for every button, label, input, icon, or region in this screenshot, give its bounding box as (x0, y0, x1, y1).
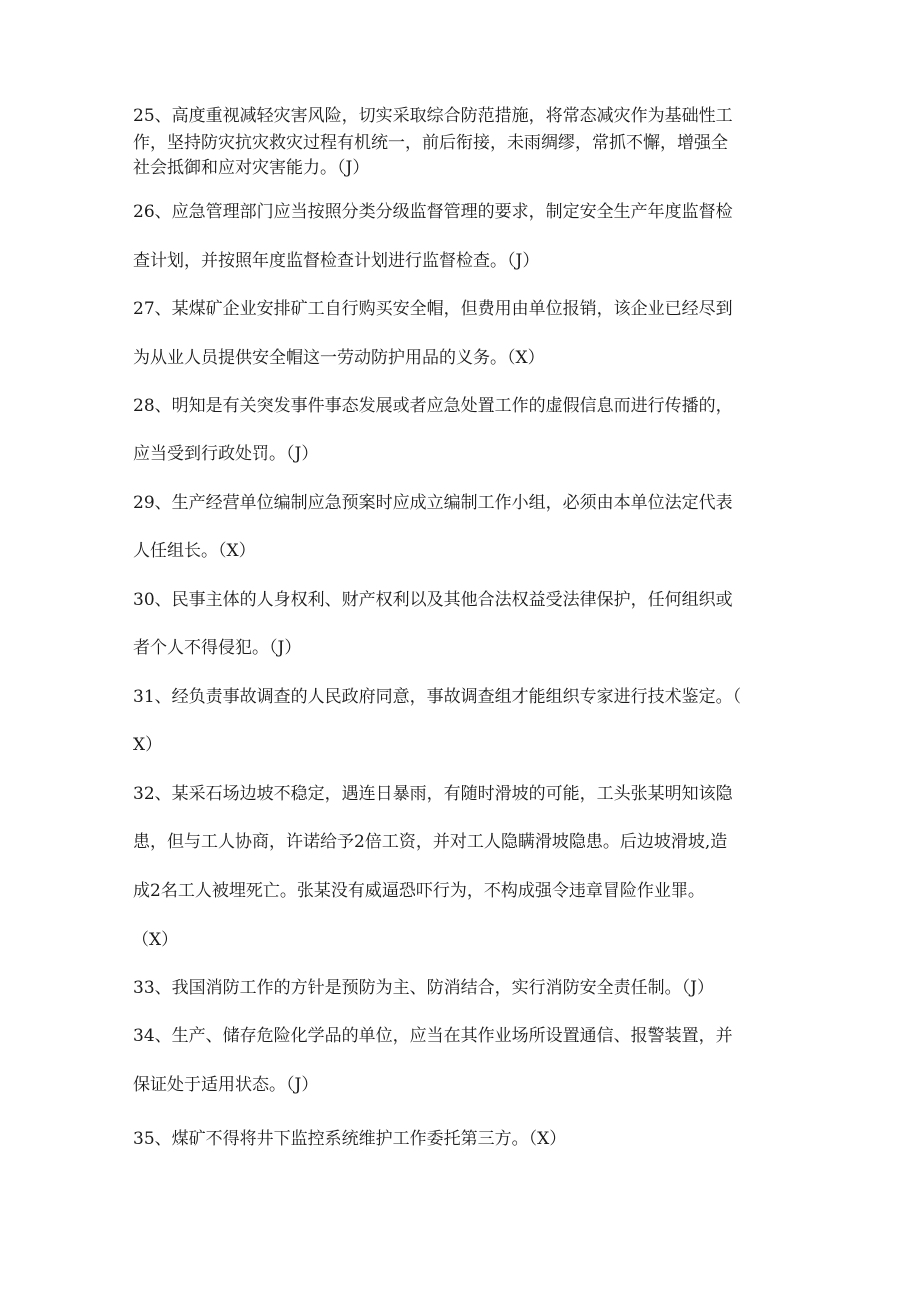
question-27-line-2: 为从业人员提供安全帽这一劳动防护用品的义务。（X） (133, 348, 545, 368)
question-25-line-3: 社会抵御和应对灾害能力。（J） (133, 158, 370, 178)
question-30-line-1: 30、民事主体的人身权利、财产权利以及其他合法权益受法律保护，任何组织或 (133, 590, 733, 610)
question-26-line-2: 查计划，并按照年度监督检查计划进行监督检查。（J） (133, 251, 540, 271)
question-31-line-2: X） (133, 735, 163, 755)
question-35-line-1: 35、煤矿不得将井下监控系统维护工作委托第三方。（X） (133, 1129, 567, 1149)
question-25-line-2: 作，坚持防灾抗灾救灾过程有机统一，前后衔接，未雨绸缪，常抓不懈，增强全 (133, 133, 728, 153)
question-28-line-2: 应当受到行政处罚。（J） (133, 444, 319, 464)
question-25-line-1: 25、高度重视减轻灾害风险，切实采取综合防范措施，将常态减灾作为基础性工 (133, 106, 733, 126)
question-34-line-1: 34、生产、储存危险化学品的单位，应当在其作业场所设置通信、报警装置，并 (133, 1026, 733, 1046)
question-31-line-1: 31、经负责事故调查的人民政府同意，事故调查组才能组织专家进行技术鉴定。（ (133, 687, 742, 707)
question-32-line-2: 患，但与工人协商，许诺给予2倍工资，并对工人隐瞒滑坡隐患。后边坡滑坡,造 (133, 832, 728, 852)
question-32-line-3: 成2名工人被埋死亡。张某没有威逼恐吓行为，不构成强令违章冒险作业罪。 (133, 881, 705, 901)
question-33-line-1: 33、我国消防工作的方针是预防为主、防消结合，实行消防安全责任制。（J） (133, 978, 714, 998)
question-32-line-1: 32、某采石场边坡不稳定，遇连日暴雨，有随时滑坡的可能，工头张某明知该隐 (133, 784, 733, 804)
question-29-line-2: 人任组长。（X） (133, 541, 256, 561)
question-26-line-1: 26、应急管理部门应当按照分类分级监督管理的要求，制定安全生产年度监督检 (133, 202, 733, 222)
question-32-line-4: （X） (132, 930, 179, 950)
question-27-line-1: 27、某煤矿企业安排矿工自行购买安全帽，但费用由单位报销，该企业已经尽到 (133, 299, 733, 319)
question-28-line-1: 28、明知是有关突发事件事态发展或者应急处置工作的虚假信息而进行传播的， (133, 396, 733, 416)
question-34-line-2: 保证处于适用状态。（J） (133, 1075, 319, 1095)
question-30-line-2: 者个人不得侵犯。（J） (133, 638, 302, 658)
question-29-line-1: 29、生产经营单位编制应急预案时应成立编制工作小组，必须由本单位法定代表 (133, 493, 733, 513)
